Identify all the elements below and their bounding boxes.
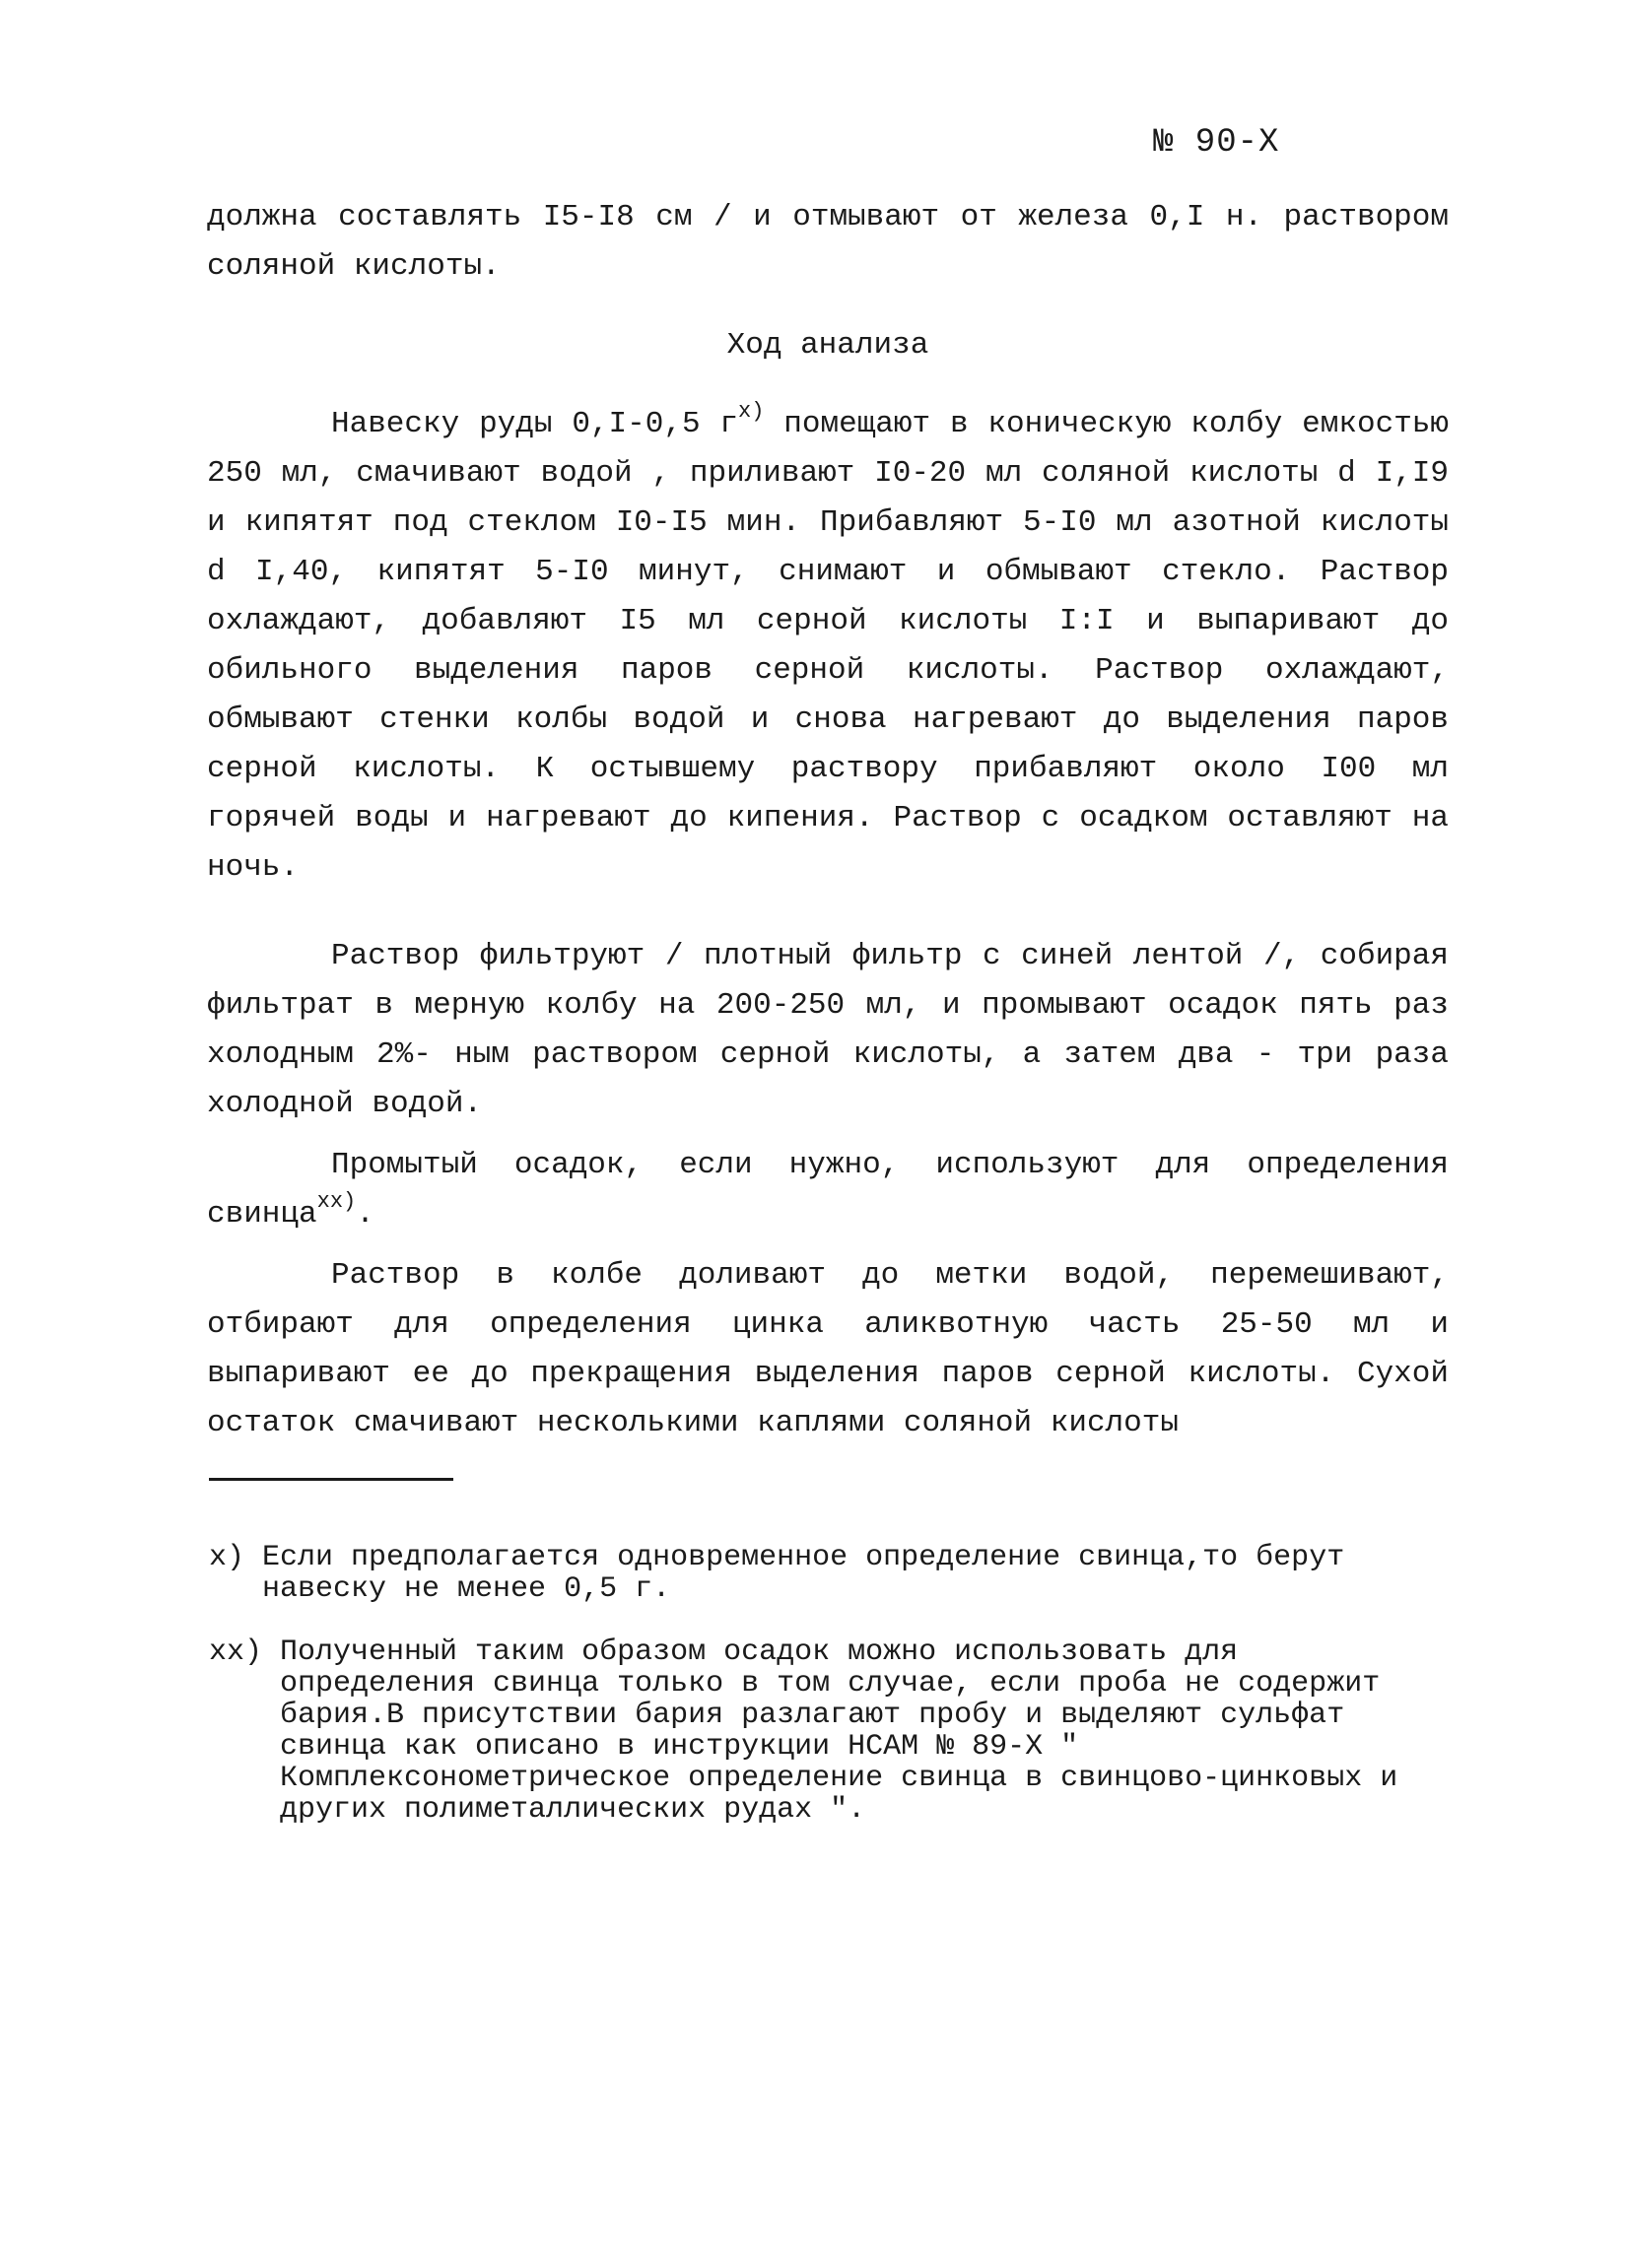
paragraph-text: Навеску руды 0,I-0,5 г [331,407,739,441]
footnote-ref-x: х) [738,398,765,424]
footnote-xx [209,1636,1431,1826]
section-title: Ход анализа [726,328,929,363]
main-text [207,193,1449,1448]
footnote-mark: хх) [209,1635,281,1669]
footnote-divider [209,1478,453,1481]
footnote-text: Полученный таким образом осадок можно использовать для определения свинца только в том случае, если проба не содержит бария.В присутствии бария разлагают пробу и выделяют сульфат свинца как описано в инструкции НСАМ № 89-Х " Комплексонометрическое определение свинца в свинцово-цинковых и других полиметаллических рудах ". [280,1635,1398,1827]
paragraph-filtration: Раствор фильтруют / плотный фильтр с синей лентой /, собирая фильтрат в мерную колбу на 200-250 мл, и промывают осадок пять раз холодным 2%- ным раствором серной кислоты, а затем два - три раза холодной водой. [207,939,1449,1121]
document-number: № 90-Х [1153,124,1280,162]
paragraph-text: Промытый осадок, если нужно, используют для определения свинца [207,1148,1449,1232]
footnote-x [209,1542,1431,1605]
continuation-paragraph: должна составлять I5-I8 см / и отмывают от железа 0,I н. раствором соляной кислоты. [207,200,1449,284]
footnote-ref-xx: хх) [316,1188,357,1214]
footnote-mark: х) [209,1541,263,1574]
paragraph-text: . [356,1197,374,1232]
paragraph-precipitate [207,1141,1449,1239]
paragraph-text: помещают в коническую колбу емкостью 250 мл, смачивают водой , приливают I0-20 мл соляной кислоты d I,I9 и кипятят под стеклом I0-I5 мин. Прибавляют 5-I0 мл азотной кислоты d I,40, кипятят 5-I0 минут, снимают и обмывают стекло. Раствор охлаждают, добавляют I5 мл серной кислоты I:I и выпаривают до обильного выделения паров серной кислоты. Раствор охлаждают, обмывают стенки колбы водой и снова нагревают до выделения паров серной кислоты. К остывшему раствору прибавляют около I00 мл горячей воды и нагревают до кипения. Раствор с осадком оставляют на ночь. [207,407,1449,885]
footnotes [209,1542,1431,1857]
paragraph-sample-preparation [207,400,1449,893]
footnote-text: Если предполагается одновременное определение свинца,то берут навеску не менее 0,5 г. [262,1541,1345,1606]
paragraph-aliquot: Раствор в колбе доливают до метки водой, перемешивают, отбирают для определения цинка аликвотную часть 25-50 мл и выпаривают ее до прекращения выделения паров серной кислоты. Сухой остаток смачивают несколькими каплями соляной кислоты [207,1258,1449,1440]
